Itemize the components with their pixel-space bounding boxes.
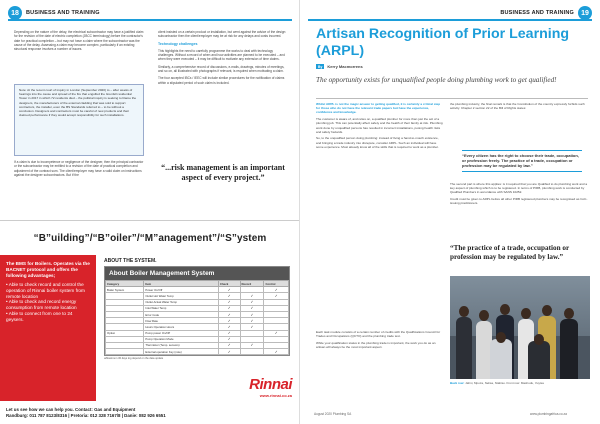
table-cell: ✓ <box>218 311 240 317</box>
advert-feature-panel <box>0 255 96 401</box>
header-rule <box>308 19 592 21</box>
rinnai-url[interactable]: www.rinnai.co.za <box>259 393 292 398</box>
advert-contact <box>6 407 296 418</box>
person <box>490 339 512 379</box>
table-cell: ✓ <box>218 349 240 355</box>
table-cell: Hours Operation Hours <box>144 324 219 330</box>
rinnai-brand <box>249 376 292 398</box>
person-head <box>479 310 489 321</box>
rinnai-logo: Rinnai <box>249 376 292 393</box>
right-column-2 <box>450 102 588 113</box>
paragraph: Similarly, a comprehensive record of discussions, e-mails, drawings, minutes of meetings, and so on, all illustrated with photographs if relevant, is required when motivating a claim. <box>158 64 285 74</box>
table-cell: Thermistor (Temp. sensors) <box>144 342 219 348</box>
left-column-1 <box>14 30 144 54</box>
paragraph: This highlights the need to carefully programme the works to deal with technology challenges. Without a record of when and how activities are planned to be executed – and when they were executed – it may be difficult to motivate any extension of time claims. <box>158 48 285 62</box>
paragraph: client insisted on a certain product or installation, but went against the advice of the design subcontractor then the client/employer may be at risk for any delays and costs incurred. <box>158 30 286 39</box>
contact-numbers: Randburg: 011 787 8123/8316 | Pretoria: 012 328 7167/8 | Danie: 082 926 6551 <box>6 412 166 418</box>
table-cell: ✓ <box>240 311 264 317</box>
table-cell: External operation Key (note) <box>144 349 219 355</box>
table-header-cell: Category <box>106 281 144 287</box>
table-header-cell: Check <box>218 281 240 287</box>
feature-item: • Able to check record and control the operation of Rinnai boiler system from remote location <box>6 282 90 299</box>
person-head <box>496 332 506 343</box>
table-cell: ✓ <box>264 293 289 299</box>
page-number: 19 <box>578 6 592 20</box>
table-cell: ✓ <box>264 349 289 355</box>
table-header-cell: Record <box>240 281 264 287</box>
system-table-title: About Boiler Management System <box>105 267 289 280</box>
table-cell: ✓ <box>218 330 240 336</box>
byline <box>316 64 363 69</box>
advert-headline: “B”uilding”/“B”oiler”/“M”anagement”/“S”ystem <box>33 233 267 244</box>
table-cell: ✓ <box>240 318 264 324</box>
person-head <box>459 306 469 317</box>
person <box>456 317 472 379</box>
article-title: Artisan Recognition of Prior Learning (ARPL) <box>316 26 570 59</box>
lead-paragraph: Whilst ARPL is not the magic answer to getting qualified, it is certainly a critical step for those who do not have the relevant trade papers but have the experience, confidence and knowledge. <box>316 102 441 115</box>
section-title: BUSINESS AND TRAINING <box>26 10 100 16</box>
table-cell: Outlet Actual Water Temp <box>144 299 219 305</box>
table-cell: Boiler System <box>106 287 144 293</box>
person-head <box>534 334 544 345</box>
table-cell: ✓ <box>218 324 240 330</box>
table-cell: Option <box>106 330 144 336</box>
table-cell: ✓ <box>240 324 264 330</box>
paragraph: Depending on the nature of the delay, the electrical subcontractor may have a justified claim for the revision of the date of electric completion (JBCC terminology) before the contractor's date for practical completion – but may not have a claim where the subcontractor was the cause of the delay. Assessing a claim may become complex, particularly if an existing structural response involves a number of issues. <box>14 30 144 52</box>
system-table-wrapper <box>104 266 290 356</box>
table-cell: ✓ <box>218 299 240 305</box>
table-cell: Error Code <box>144 311 219 317</box>
table-note: ※Maximum 30 days log depend on the data update <box>104 357 164 361</box>
page-number: 18 <box>8 6 22 20</box>
paragraph: The second part is where this applies: is it required that you are Qualified to do plumbing work and a key aspect of plumbing which is to be registered. In terms of PIRB, plumbing work is conducted by Qualified Plumbers in accordance with SANS 10252. <box>450 182 588 195</box>
table-header-cell: Control <box>264 281 289 287</box>
table-cell: ✓ <box>218 293 240 299</box>
article-subtitle: The opportunity exists for unqualified people doing plumbing work to get qualified! <box>316 76 557 84</box>
table-cell: ✓ <box>218 342 240 348</box>
right-page <box>300 0 600 424</box>
table-header-cell: Item <box>144 281 219 287</box>
paragraph: The customer is aware of, and relies on, a qualified plumber for more than just the act of a plumbing job. This can potentially affect safety and the health of their family at risk. Plumbing work done by unqualified persons has resulted in incorrect installations, posing health risks and safety hazards. <box>316 117 443 134</box>
paragraph: The four accepted IBCs / IEEC will include similar procedures for the notification of claims within a stipulated period of such claim is included. <box>158 76 285 85</box>
person-head <box>500 304 510 315</box>
person <box>528 341 550 379</box>
table-cell <box>106 349 144 355</box>
left-column-1b <box>14 160 144 180</box>
pull-quote: “...risk management is an important aspect of every project.” <box>161 163 285 182</box>
table-body <box>106 287 289 355</box>
table-cell <box>240 349 264 355</box>
left-column-2 <box>158 30 288 88</box>
header-rule <box>8 19 292 21</box>
photo-caption <box>450 381 590 385</box>
paragraph: the plumbing industry, the final remark is that the Constitution of the country expressly forbids such activity. Chapter 2 section 22 of the Bill of Rights states: <box>450 102 585 111</box>
right-column-2b <box>450 182 588 208</box>
table-row <box>106 349 289 355</box>
caption-text: Jahni, Mpoza, Nelisa, Ntabiso. Front row: Mashudu, Vuyisa <box>465 381 544 385</box>
rinnai-advert <box>0 220 300 424</box>
footer-issue: August 2020 Plumbing SA <box>314 412 352 416</box>
table-cell: Power On/Off <box>144 287 219 293</box>
table-cell: Flow Rate <box>144 318 219 324</box>
person-head <box>542 305 552 316</box>
table-cell: Outlet Hot Water Temp <box>144 293 219 299</box>
section-title: BUSINESS AND TRAINING <box>500 10 574 16</box>
table-cell: ✓ <box>218 305 240 311</box>
contact-line: Let us see how we can help you. Contact: Gas and Equipment <box>6 407 136 412</box>
person-head <box>564 308 574 319</box>
table-cell: ✓ <box>264 330 289 336</box>
system-table <box>105 280 289 355</box>
subheading: Technology challenges <box>158 41 198 46</box>
table-cell: ✓ <box>264 287 289 293</box>
feature-panel-title: The BMS for Boilers. Operates via the BACNET protocol and offers the following advantages; <box>6 261 90 278</box>
table-cell: Inlet Water Temp <box>144 305 219 311</box>
system-info <box>104 258 290 360</box>
feature-item: • Able to connect from one to 24 geysers. <box>6 311 90 323</box>
footer-url[interactable]: www.plumbingafrica.co.za <box>530 412 567 416</box>
paragraph: If a claim is due to incompetence or negligence of the designer, then the principal contractor or the subcontractor may be entitled to a revision of the date of practical completion and adjustment of the contract sum. The client/employer may have a valid claim on instructions against the designer subcontractors. But if the <box>14 160 144 177</box>
person <box>560 319 578 379</box>
table-cell: ✓ <box>218 318 240 324</box>
right-column-1 <box>316 102 444 152</box>
paragraph: Credit must be given to ARPL before all other PIRB registered plumbers may be recognised as CoC-issuing practitioners. <box>450 197 588 206</box>
person-head <box>521 308 531 319</box>
subtitle-rule <box>316 98 588 99</box>
right-column-1b <box>316 330 444 352</box>
table-cell: Pump power On/Off <box>144 330 219 336</box>
right-header <box>500 8 592 18</box>
feature-list <box>6 282 90 323</box>
table-cell: ✓ <box>240 342 264 348</box>
paragraph: So, to the unqualified person doing plumbing: instead of living a hand-to-mouth existence, and bringing a trade industry into disrepute, consider ARPL. Such an individual will have some experience. Most already know all of the skills that is required to work as a plumber. <box>316 136 439 149</box>
table-cell: ✓ <box>240 305 264 311</box>
byline-tag: By <box>318 64 323 69</box>
system-label: ABOUT THE SYSTEM. <box>104 258 157 264</box>
table-cell: ✓ <box>240 293 264 299</box>
left-header <box>8 8 100 18</box>
feature-item: • Able to check and record energy consumption from remote location <box>6 299 90 311</box>
table-cell: ✓ <box>240 299 264 305</box>
table-cell: ✓ <box>218 336 240 342</box>
caption-label: Back row: <box>450 381 465 385</box>
paragraph: Each task module consists of a certain number of credits with the Qualifications Council for Trades and Occupations (QCTO) and the plumbing trade test. <box>316 330 441 339</box>
note-box <box>14 84 144 156</box>
paragraph: While your qualification status in the plumbing trade is important, the work you do as an artisan will always be the most important aspect. <box>316 340 436 350</box>
pull-quote: “The practice of a trade, occupation or profession may be regulated by law.” <box>450 244 570 261</box>
note-text: Note: At the recent court of inquiry in London (September 2020) to – after weeks of hearings into the cause and spread of the fire that engulfed the Grenfell residential Tower in 2017 in which 72 residents died – the political inquiry is seeking to blame the designers, the manufacturers of the external cladding that was sold to support contractors, the installer, even the BS Standards referred to – to be without a conclusion. Designers and contractors must be careful of new products and their claimed performance if they would accept responsibility for such installations. <box>19 88 137 118</box>
table-cell: Pump Operation Mode <box>144 336 219 342</box>
group-photo <box>450 276 590 379</box>
table-cell: ✓ <box>218 287 240 293</box>
constitution-quote: “Every citizen has the right to choose their trade, occupation, or profession freely. The practice of a trade, occupation or profession may be regulated by law.” <box>462 150 582 172</box>
author-name: Kerry Macmorrens <box>327 64 363 70</box>
